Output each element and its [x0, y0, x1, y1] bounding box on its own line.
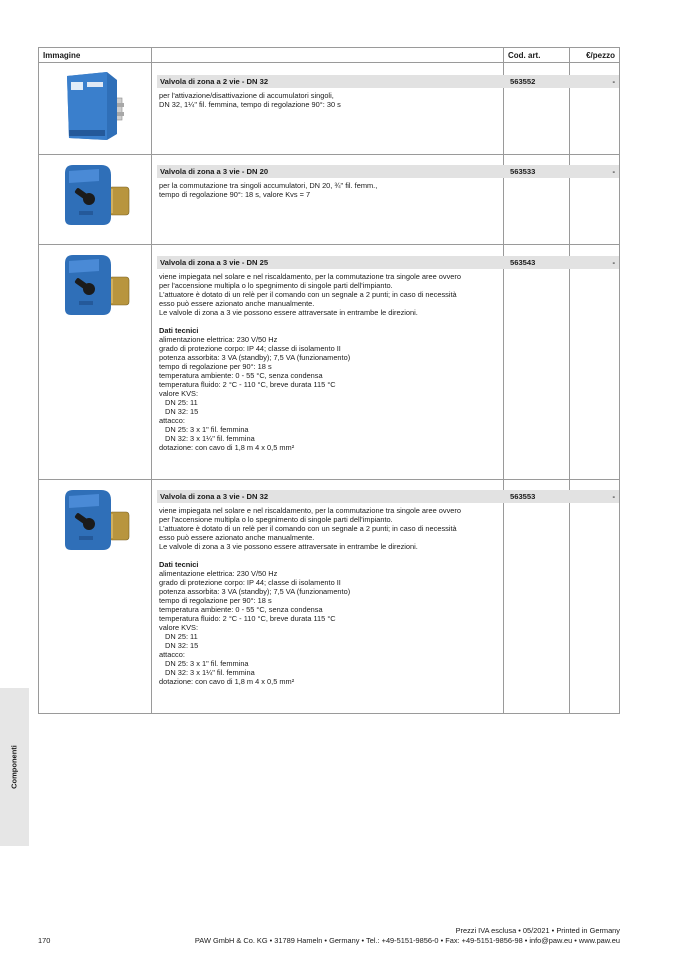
description-line: viene impiegata nel solare e nel riscaldamento, per la commutazione tra singole aree ovvero — [159, 506, 461, 515]
product-code: 563553 — [510, 492, 536, 501]
row-divider — [39, 244, 619, 245]
page-number: 170 — [38, 936, 51, 945]
description-line: esso può essere azionato anche manualmente. — [159, 299, 315, 308]
two-way-valve-actuator-icon — [59, 68, 129, 144]
footer-company-info: PAW GmbH & Co. KG • 31789 Hameln • Germany • Tel.: +49-5151-9856-0 • Fax: +49-5151-9856-98 • info@paw.eu • www.paw.eu — [194, 936, 620, 945]
description-line: per l'accensione multipla o lo spegnimento di singole parti dell'impianto. — [159, 515, 393, 524]
tech-line: potenza assorbita: 3 VA (standby); 7,5 VA (funzionamento) — [159, 587, 351, 596]
tech-data-heading: Dati tecnici — [159, 560, 199, 569]
tech-line: temperatura fluido: 2 °C - 110 °C, breve durata 115 °C — [159, 380, 336, 389]
tech-line: temperatura fluido: 2 °C - 110 °C, breve durata 115 °C — [159, 614, 336, 623]
tech-line: temperatura ambiente: 0 - 55 °C, senza condensa — [159, 371, 323, 380]
tech-line: DN 32: 3 x 1¼" fil. femmina — [165, 434, 255, 443]
description-line: esso può essere azionato anche manualmente. — [159, 533, 315, 542]
description-line: Le valvole di zona a 3 vie possono essere attraversate in entrambe le direzioni. — [159, 308, 418, 317]
description-line: per l'attivazione/disattivazione di accumulatori singoli, — [159, 91, 334, 100]
product-price: - — [612, 492, 615, 501]
three-way-valve-actuator-icon — [59, 249, 135, 325]
tech-line: DN 25: 3 x 1" fil. femmina — [165, 659, 249, 668]
description-line: L'attuatore è dotato di un relè per il comando con un segnale a 2 punti; in caso di necessità — [159, 524, 457, 533]
header-image: Immagine — [43, 51, 81, 60]
product-code: 563533 — [510, 167, 536, 176]
row-divider — [39, 154, 619, 155]
tech-line: DN 32: 15 — [165, 641, 199, 650]
tech-line: tempo di regolazione per 90°: 18 s — [159, 362, 272, 371]
product-price: - — [612, 77, 615, 86]
description-line: per la commutazione tra singoli accumulatori, DN 20, ¾" fil. femm., — [159, 181, 378, 190]
tech-line: attacco: — [159, 416, 185, 425]
tech-line: dotazione: con cavo di 1,8 m 4 x 0,5 mm² — [159, 443, 295, 452]
three-way-valve-actuator-icon — [59, 159, 135, 235]
tech-line: tempo di regolazione per 90°: 18 s — [159, 596, 272, 605]
product-description — [159, 181, 504, 199]
product-title: Valvola di zona a 3 vie - DN 20 — [160, 167, 269, 176]
product-description — [159, 272, 504, 452]
description-line: viene impiegata nel solare e nel riscaldamento, per la commutazione tra singole aree ovvero — [159, 272, 461, 281]
tech-line: DN 32: 3 x 1¼" fil. femmina — [165, 668, 255, 677]
column-divider — [151, 48, 152, 713]
description-line: per l'accensione multipla o lo spegnimento di singole parti dell'impianto. — [159, 281, 393, 290]
tech-line: DN 32: 15 — [165, 407, 199, 416]
tech-line: potenza assorbita: 3 VA (standby); 7,5 VA (funzionamento) — [159, 353, 351, 362]
tech-line: DN 25: 11 — [165, 632, 198, 641]
product-title: Valvola di zona a 3 vie - DN 32 — [160, 492, 269, 501]
product-price: - — [612, 258, 615, 267]
footer-price-note: Prezzi IVA esclusa • 05/2021 • Printed in Germany — [455, 926, 620, 935]
tech-line: valore KVS: — [159, 623, 199, 632]
product-title: Valvola di zona a 3 vie - DN 25 — [160, 258, 269, 267]
row-divider — [39, 479, 619, 480]
description-line: tempo di regolazione 90°: 18 s, valore Kvs = 7 — [159, 190, 311, 199]
header-price: €/pezzo — [586, 51, 615, 60]
tech-line: alimentazione elettrica: 230 V/50 Hz — [159, 569, 278, 578]
product-description — [159, 506, 504, 686]
tech-line: grado di protezione corpo: IP 44; classe di isolamento II — [159, 578, 341, 587]
tech-line: DN 25: 11 — [165, 398, 198, 407]
product-title: Valvola di zona a 2 vie - DN 32 — [160, 77, 269, 86]
product-price: - — [612, 167, 615, 176]
three-way-valve-actuator-icon — [59, 484, 135, 560]
description-line: L'attuatore è dotato di un relè per il comando con un segnale a 2 punti; in caso di necessità — [159, 290, 457, 299]
tech-line: temperatura ambiente: 0 - 55 °C, senza condensa — [159, 605, 323, 614]
product-description — [159, 91, 504, 109]
product-table — [38, 47, 620, 714]
tech-line: DN 25: 3 x 1" fil. femmina — [165, 425, 249, 434]
tech-line: grado di protezione corpo: IP 44; classe di isolamento II — [159, 344, 341, 353]
tech-line: attacco: — [159, 650, 185, 659]
column-divider — [569, 48, 570, 713]
tech-line: dotazione: con cavo di 1,8 m 4 x 0,5 mm² — [159, 677, 295, 686]
description-line: DN 32, 1¼" fil. femmina, tempo di regolazione 90°: 30 s — [159, 100, 341, 109]
product-code: 563543 — [510, 258, 536, 267]
side-tab-label: Componenti — [9, 745, 19, 789]
tech-line: valore KVS: — [159, 389, 199, 398]
product-code: 563552 — [510, 77, 536, 86]
tech-data-heading: Dati tecnici — [159, 326, 199, 335]
description-line: Le valvole di zona a 3 vie possono essere attraversate in entrambe le direzioni. — [159, 542, 418, 551]
header-code: Cod. art. — [508, 51, 541, 60]
header-divider — [39, 62, 619, 63]
tech-line: alimentazione elettrica: 230 V/50 Hz — [159, 335, 278, 344]
